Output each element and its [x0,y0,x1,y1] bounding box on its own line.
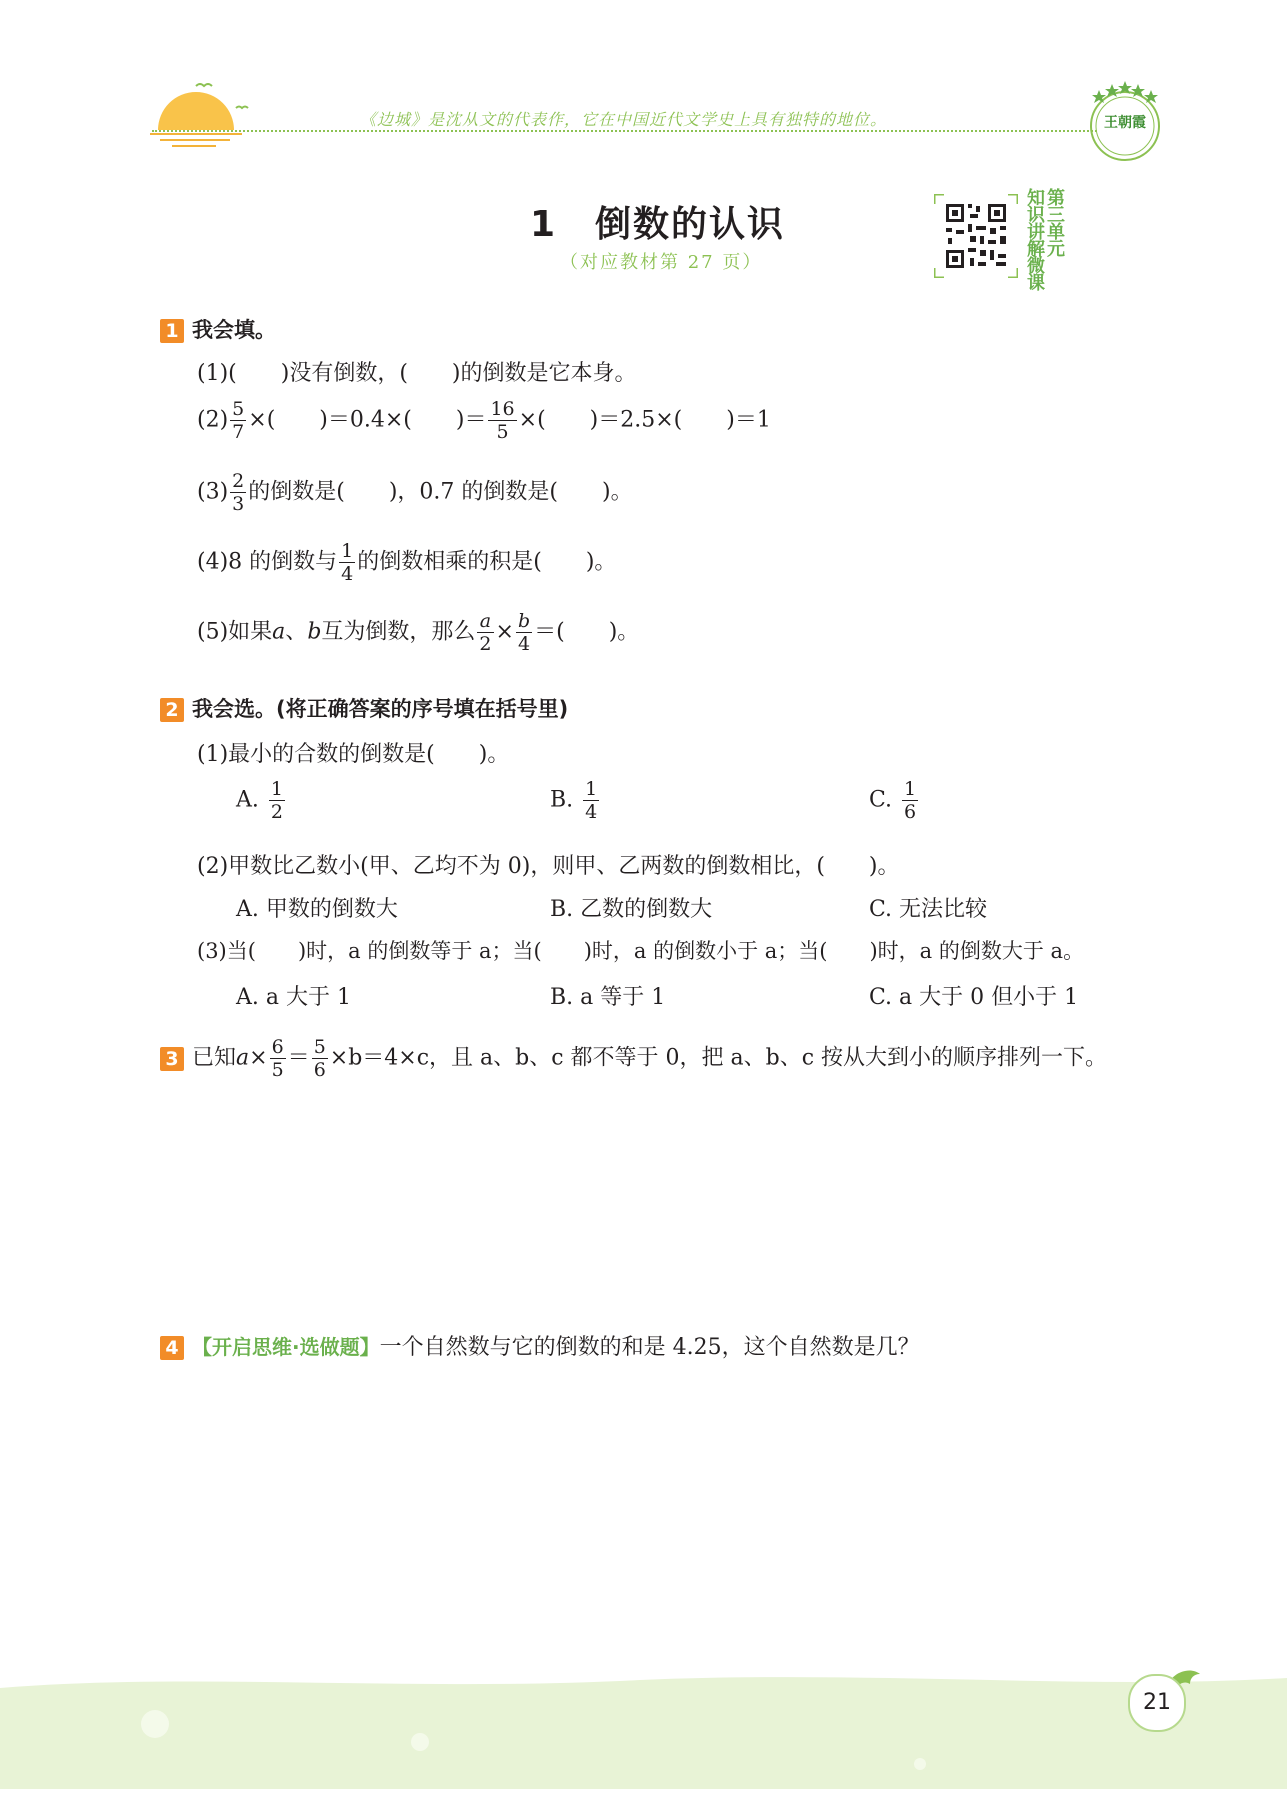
s2-q1-option-b [550,778,601,823]
numerator: 2 [232,470,245,492]
fraction [312,1036,328,1081]
denominator: 6 [313,1059,326,1081]
s2-q1: (1)最小的合数的倒数是( )。 [197,742,510,767]
line-label: (3) [197,479,229,505]
fraction [269,778,285,823]
fraction [902,778,918,823]
fraction [230,398,246,443]
section-2-heading [160,693,568,723]
s2-q2-option-a: A. 甲数的倒数大 [236,897,398,922]
equals: ＝ [287,1045,310,1071]
section-4-question [160,1330,920,1361]
s2-q3-option-a: A. a 大于 1 [236,985,351,1010]
denominator: 4 [341,563,354,585]
numerator: 1 [904,778,917,800]
line-text: 的倒数是( )，0.7 的倒数是( )。 [248,479,633,505]
option-label: B. [550,787,574,813]
s1-line-5 [197,610,639,655]
page-number: 21 [1128,1674,1186,1732]
page-title: 1 倒数的认识 [530,204,786,245]
s1-line-2 [197,398,771,443]
numerator: a [477,610,493,633]
denominator: 5 [496,421,509,443]
numerator: 1 [341,540,354,562]
section-1-heading [160,314,276,344]
line-text: ＝( )。 [534,619,640,645]
denominator: 6 [904,801,917,823]
s2-q2-option-c: C. 无法比较 [869,897,988,922]
denominator: 4 [517,633,531,655]
numerator: 5 [232,398,245,420]
fraction [230,470,246,515]
section-number: 1 [160,319,184,343]
var-b: b [307,619,322,645]
footer-wave-decoration [0,1672,1287,1789]
option-label: C. [869,787,893,813]
optional-tag: 【开启思维·选做题】 [192,1335,380,1359]
s1-line-3 [197,470,633,515]
separator: 、 [285,619,308,645]
fraction [583,778,599,823]
section-title: 我会选。(将正确答案的序号填在括号里) [192,697,569,721]
times: × [249,1045,268,1071]
numerator: b [517,610,531,632]
s1-line-4 [197,540,616,585]
section-number: 3 [160,1047,184,1071]
qr-side-unit: 第三单元 [1047,188,1065,260]
s2-q3-option-b: B. a 等于 1 [550,985,666,1010]
line-text: 一个自然数与它的倒数的和是 4.25，这个自然数是几？ [379,1335,920,1360]
line-label: (4)8 的倒数与 [197,549,338,575]
sun-logo-icon [150,78,260,152]
header-dotted-rule [152,130,1097,132]
line-text: 已知 [192,1045,237,1071]
page-subtitle: （对应教材第 27 页） [560,252,763,273]
numerator: 1 [270,778,283,800]
numerator: 6 [271,1036,284,1058]
denominator: 7 [232,421,245,443]
denominator: 4 [585,801,598,823]
line-text: 互为倒数，那么 [321,619,476,645]
fraction [516,610,532,655]
fraction [488,398,516,443]
option-label: A. [236,787,259,813]
s2-q1-option-a [236,778,287,823]
times: × [495,619,514,645]
line-text: ×( )＝0.4×( )＝ [248,407,487,433]
s1-line-1: (1)( )没有倒数，( )的倒数是它本身。 [197,361,637,386]
denominator: 5 [271,1059,284,1081]
s2-q2: (2)甲数比乙数小(甲、乙均不为 0)，则甲、乙两数的倒数相比，( )。 [197,854,900,879]
s2-q1-option-c [869,778,920,823]
numerator: 1 [585,778,598,800]
brand-name: 王朝霞 [1104,115,1146,131]
header-motto: 《边城》是沈从文的代表作，它在中国近代文学史上具有独特的地位。 [360,110,888,129]
line-text: ×( )＝2.5×( )＝1 [518,407,771,433]
line-label: (2) [197,407,229,433]
fraction [477,610,493,655]
fraction [339,540,355,585]
line-text: 的倒数相乘的积是( )。 [357,549,617,575]
section-number: 2 [160,698,184,722]
numerator: 16 [490,398,515,420]
line-label: (5)如果 [197,619,273,645]
s2-q3-option-c: C. a 大于 0 但小于 1 [869,985,1079,1010]
qr-side-lesson: 知识讲解微课 [1027,188,1045,294]
s2-q3: (3)当( )时，a 的倒数等于 a；当( )时，a 的倒数小于 a；当( )时，a 的倒数大于 a。 [197,939,1085,963]
section-title: 我会填。 [192,318,276,342]
denominator: 2 [270,801,283,823]
s2-q2-option-b: B. 乙数的倒数大 [550,897,713,922]
qr-code-icon[interactable] [934,194,1018,278]
section-number: 4 [160,1336,184,1360]
var-a: a [272,619,286,645]
var-a: a [236,1045,250,1071]
line-text: ×b＝4×c，且 a、b、c 都不等于 0，把 a、b、c 按从大到小的顺序排列一下。 [329,1045,1108,1071]
denominator: 2 [479,633,492,655]
numerator: 5 [313,1036,326,1058]
denominator: 3 [232,493,245,515]
fraction [270,1036,286,1081]
section-3-question [160,1036,1107,1081]
